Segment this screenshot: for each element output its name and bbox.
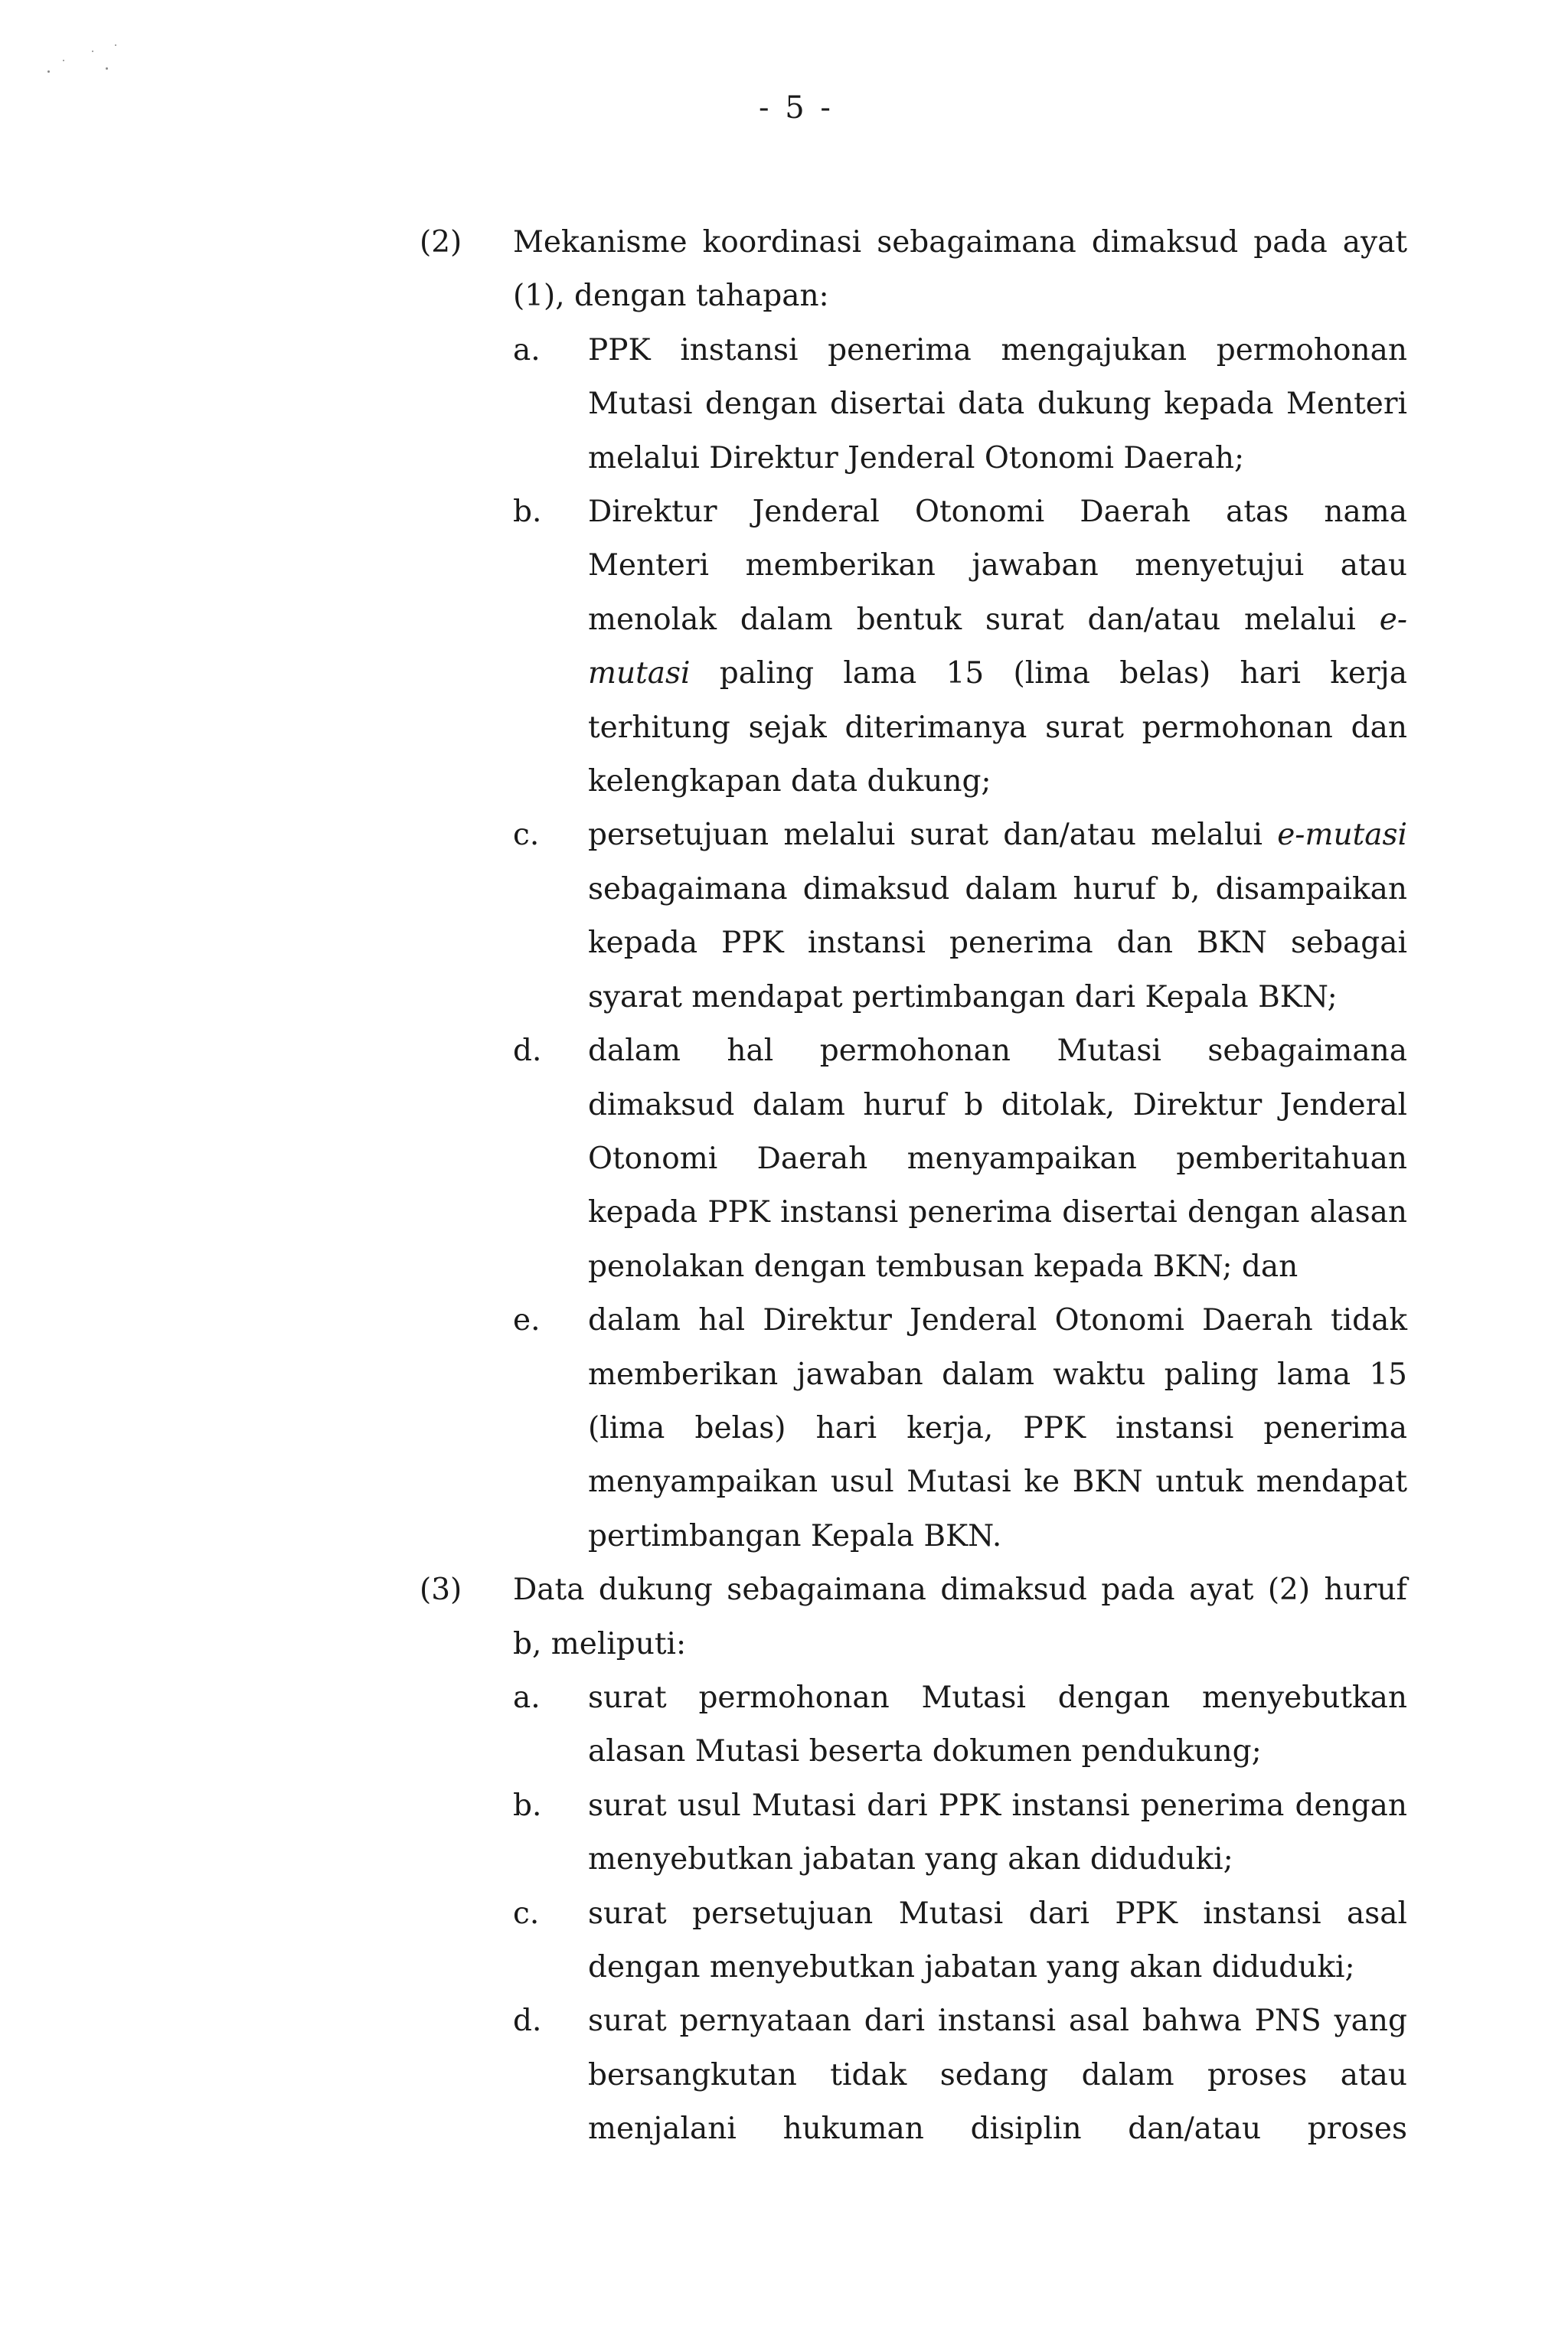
list-item	[513, 1887, 1407, 1995]
scan-speck	[115, 44, 116, 46]
item-letter: a.	[513, 332, 541, 368]
item-text: surat persetujuan Mutasi dari PPK instansi asal dengan menyebutkan jabatan yang akan diduduki;	[588, 1896, 1407, 1984]
page-number: - 5 -	[759, 90, 834, 126]
italic-term: e-mutasi	[588, 602, 1407, 691]
item-letter: d.	[513, 2004, 542, 2039]
item-letter: c.	[513, 818, 540, 853]
item-text: persetujuan melalui surat dan/atau melalui e-mutasi sebagaimana dimaksud dalam huruf b, disampaikan kepada PPK instansi penerima dan BKN sebagai syarat mendapat pertimbangan dari Kepala BKN;	[588, 818, 1407, 1014]
list-item	[513, 485, 1407, 808]
document-body	[420, 216, 1407, 2157]
list-item	[513, 1024, 1407, 1294]
item-letter: b.	[513, 1788, 542, 1823]
ayat-text: Data dukung sebagaimana dimaksud pada ayat (2) huruf b, meliputi:	[513, 1573, 1407, 1661]
ayat-number: (2)	[420, 225, 462, 260]
list-item	[513, 808, 1407, 1024]
italic-term: e-mutasi	[1277, 818, 1407, 853]
scan-speck	[92, 51, 93, 52]
ayat-text: Mekanisme koordinasi sebagaimana dimaksud pada ayat (1), dengan tahapan:	[513, 225, 1407, 314]
scan-speck	[106, 67, 108, 70]
ayat-2	[420, 216, 1407, 1563]
list-item	[513, 1671, 1407, 1779]
item-letter: e.	[513, 1303, 541, 1338]
item-letter: b.	[513, 495, 542, 530]
ayat-3-items	[513, 1671, 1407, 2157]
scan-speck	[63, 60, 64, 61]
list-item	[513, 1294, 1407, 1563]
list-item	[513, 324, 1407, 485]
item-text: dalam hal Direktur Jenderal Otonomi Daerah tidak memberikan jawaban dalam waktu paling lama 15 (lima belas) hari kerja, PPK instansi penerima menyampaikan usul Mutasi ke BKN untuk mendapat pertimbangan Kepala BKN.	[588, 1303, 1407, 1553]
item-letter: d.	[513, 1034, 542, 1069]
item-letter: a.	[513, 1680, 541, 1715]
ayat-number: (3)	[420, 1573, 462, 1608]
item-text: surat usul Mutasi dari PPK instansi penerima dengan menyebutkan jabatan yang akan diduduki;	[588, 1788, 1407, 1877]
item-text: surat pernyataan dari instansi asal bahwa PNS yang bersangkutan tidak sedang dalam proses atau menjalani hukuman disiplin dan/atau proses	[588, 2004, 1407, 2147]
item-text: Direktur Jenderal Otonomi Daerah atas nama Menteri memberikan jawaban menyetujui atau menolak dalam bentuk surat dan/atau melalui e-mutasi paling lama 15 (lima belas) hari kerja terhitung sejak diterimanya surat permohonan dan kelengkapan data dukung;	[588, 495, 1407, 799]
ayat-3	[420, 1563, 1407, 2156]
list-item	[513, 1779, 1407, 1887]
scan-speck	[47, 70, 50, 73]
item-text: PPK instansi penerima mengajukan permohonan Mutasi dengan disertai data dukung kepada Menteri melalui Direktur Jenderal Otonomi Daerah;	[588, 332, 1407, 475]
item-letter: c.	[513, 1896, 540, 1931]
item-text: surat permohonan Mutasi dengan menyebutkan alasan Mutasi beserta dokumen pendukung;	[588, 1680, 1407, 1769]
item-text: dalam hal permohonan Mutasi sebagaimana dimaksud dalam huruf b ditolak, Direktur Jenderal Otonomi Daerah menyampaikan pemberitahuan kepada PPK instansi penerima disertai dengan alasan penolakan dengan tembusan kepada BKN; dan	[588, 1034, 1407, 1284]
list-item	[513, 1994, 1407, 2156]
ayat-2-items	[513, 324, 1407, 1563]
